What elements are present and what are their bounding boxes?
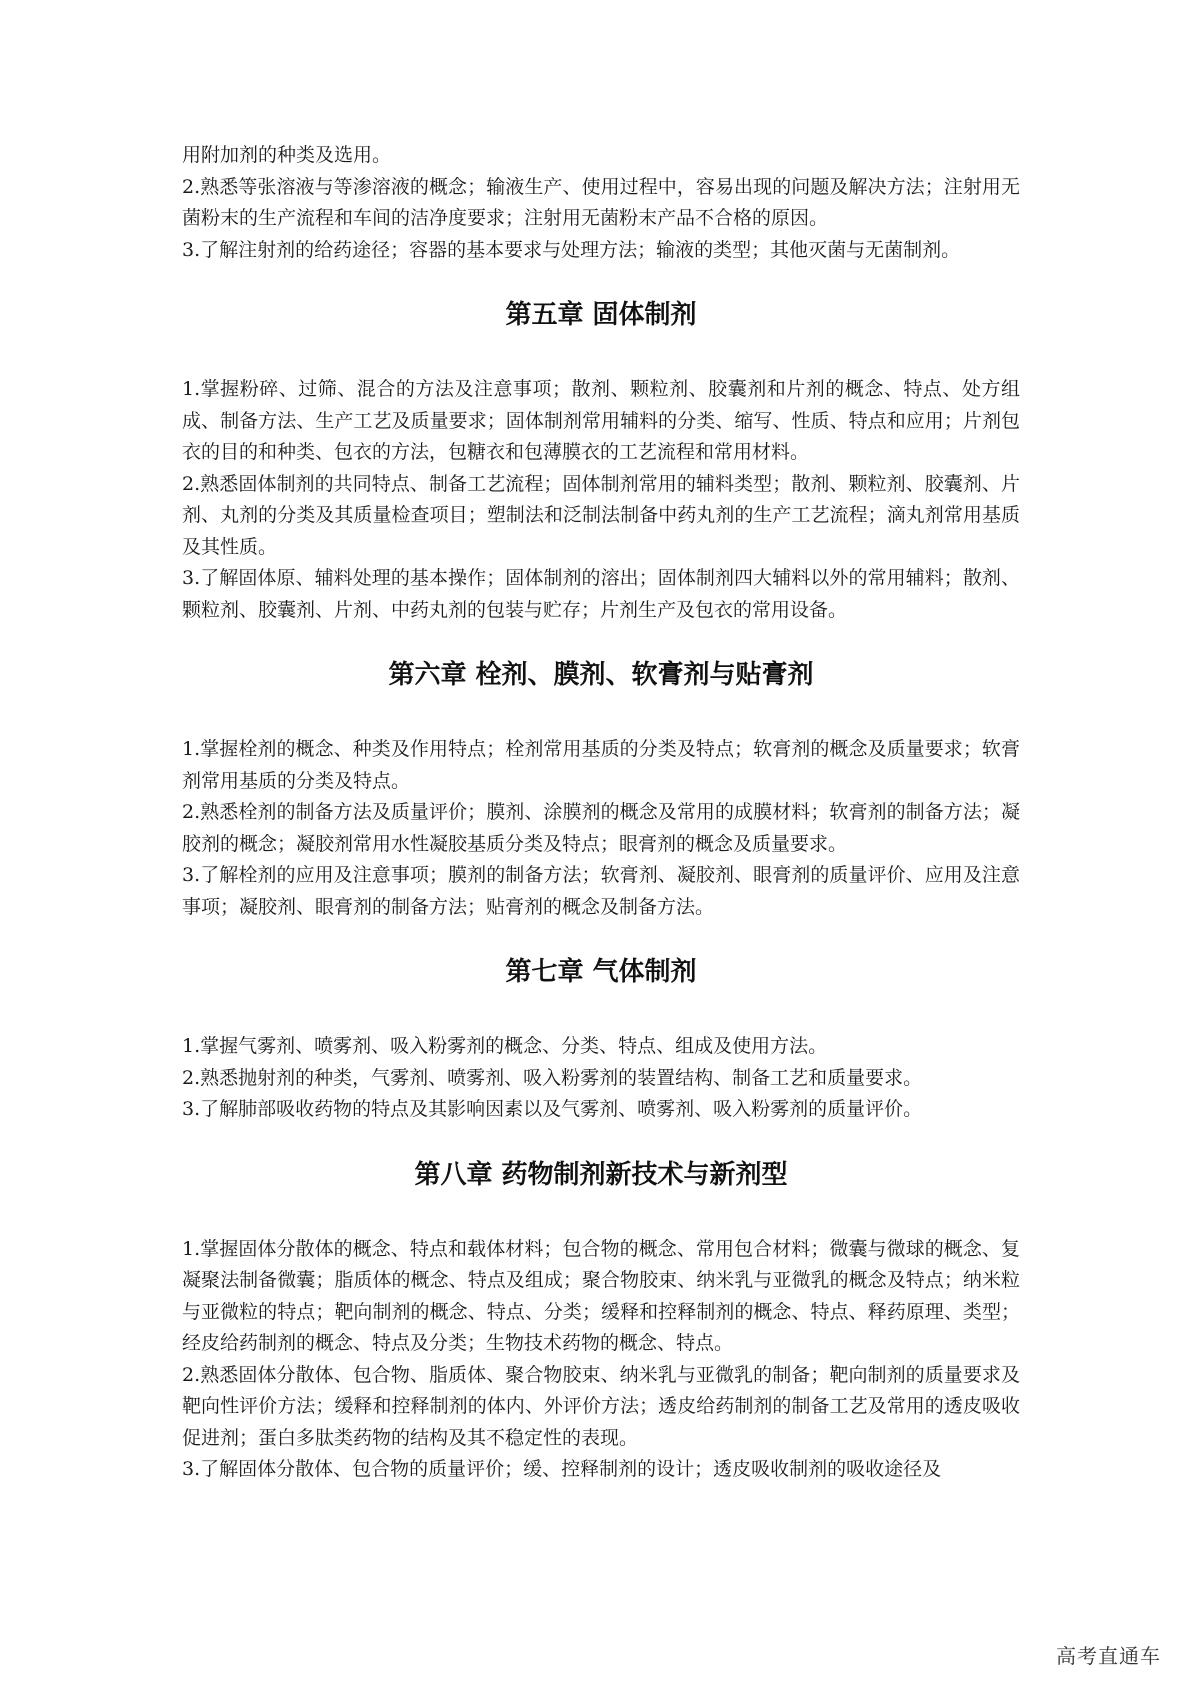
watermark-text: 高考直通车 xyxy=(1056,1644,1161,1668)
chapter-8-item-3: 3.了解固体分散体、包合物的质量评价；缓、控释制剂的设计；透皮吸收制剂的吸收途径及 xyxy=(182,1458,942,1480)
chapter-8-title: 第八章 药物制剂新技术与新剂型 xyxy=(414,1159,788,1190)
chapter-6-section xyxy=(182,658,1020,923)
intro-section xyxy=(182,140,1020,266)
intro-item: 用附加剂的种类及选用。 xyxy=(182,144,392,166)
intro-item: 2.熟悉等张溶液与等渗溶液的概念；输液生产、使用过程中，容易出现的问题及解决方法；注射用无菌粉末的生产流程和车间的洁净度要求；注射用无菌粉末产品不合格的原因。 xyxy=(182,175,1020,229)
chapter-6-item-3: 3.了解栓剂的应用及注意事项；膜剂的制备方法；软膏剂、凝胶剂、眼膏剂的质量评价、应用及注意事项；凝胶剂、眼膏剂的制备方法；贴膏剂的概念及制备方法。 xyxy=(182,864,1020,918)
chapter-8-item-1: 1.掌握固体分散体的概念、特点和载体材料；包合物的概念、常用包合材料；微囊与微球的概念、复凝聚法制备微囊；脂质体的概念、特点及组成；聚合物胶束、纳米乳与亚微乳的概念及特点；纳米粒与亚微粒的特点；靶向制剂的概念、特点、分类；缓释和控释制剂的概念、特点、释药原理、类型；经皮给药制剂的概念、特点及分类；生物技术药物的概念、特点。 xyxy=(182,1237,1020,1354)
chapter-8-section xyxy=(182,1158,1020,1486)
chapter-7-item-3: 3.了解肺部吸收药物的特点及其影响因素以及气雾剂、喷雾剂、吸入粉雾剂的质量评价。 xyxy=(182,1098,923,1120)
intro-item: 3.了解注射剂的给药途径；容器的基本要求与处理方法；输液的类型；其他灭菌与无菌制剂。 xyxy=(182,238,961,261)
chapter-8-item-2: 2.熟悉固体分散体、包合物、脂质体、聚合物胶束、纳米乳与亚微乳的制备；靶向制剂的质量要求及靶向性评价方法；缓释和控释制剂的体内、外评价方法；透皮给药制剂的制备工艺及常用的透皮吸收促进剂；蛋白多肽类药物的结构及其不稳定性的表现。 xyxy=(182,1363,1020,1449)
chapter-7-item-1: 1.掌握气雾剂、喷雾剂、吸入粉雾剂的概念、分类、特点、组成及使用方法。 xyxy=(182,1035,828,1057)
chapter-5-item-1: 1.掌握粉碎、过筛、混合的方法及注意事项；散剂、颗粒剂、胶囊剂和片剂的概念、特点、处方组成、制备方法、生产工艺及质量要求；固体制剂常用辅料的分类、缩写、性质、特点和应用；片剂包衣的目的和种类、包衣的方法，包糖衣和包薄膜衣的工艺流程和常用材料。 xyxy=(182,378,1020,463)
chapter-7-title: 第七章 气体制剂 xyxy=(505,957,697,987)
chapter-7-section xyxy=(182,955,1020,1126)
chapter-6-title: 第六章 栓剂、膜剂、软膏剂与贴膏剂 xyxy=(388,660,814,690)
document-body xyxy=(182,140,1020,1486)
chapter-5-title: 第五章 固体制剂 xyxy=(505,300,697,330)
chapter-6-item-2: 2.熟悉栓剂的制备方法及质量评价；膜剂、涂膜剂的概念及常用的成膜材料；软膏剂的制备方法；凝胶剂的概念；凝胶剂常用水性凝胶基质分类及特点；眼膏剂的概念及质量要求。 xyxy=(182,801,1020,855)
chapter-5-item-2: 2.熟悉固体制剂的共同特点、制备工艺流程；固体制剂常用的辅料类型；散剂、颗粒剂、胶囊剂、片剂、丸剂的分类及其质量检查项目；塑制法和泛制法制备中药丸剂的生产工艺流程；滴丸剂常用基质及其性质。 xyxy=(182,472,1020,558)
chapter-5-item-3: 3.了解固体原、辅料处理的基本操作；固体制剂的溶出；固体制剂四大辅料以外的常用辅料；散剂、颗粒剂、胶囊剂、片剂、中药丸剂的包装与贮存；片剂生产及包衣的常用设备。 xyxy=(182,567,1020,621)
chapter-7-item-2: 2.熟悉抛射剂的种类，气雾剂、喷雾剂、吸入粉雾剂的装置结构、制备工艺和质量要求。 xyxy=(182,1066,923,1089)
chapter-6-item-1: 1.掌握栓剂的概念、种类及作用特点；栓剂常用基质的分类及特点；软膏剂的概念及质量要求；软膏剂常用基质的分类及特点。 xyxy=(182,738,1020,792)
chapter-5-section xyxy=(182,298,1020,626)
